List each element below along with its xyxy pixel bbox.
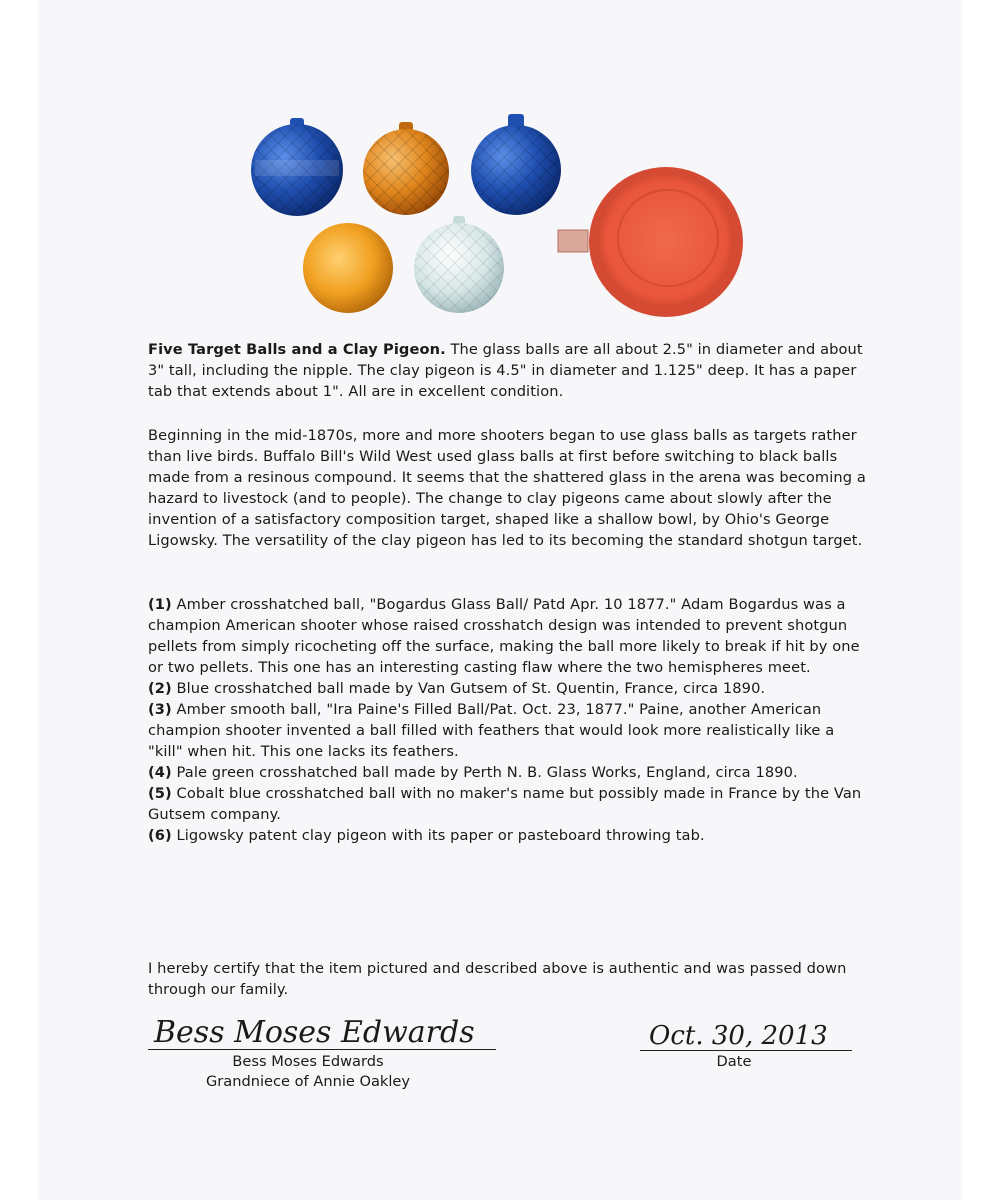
intro-title: Five Target Balls and a Clay Pigeon. [148,341,446,358]
signature-line [148,1049,496,1050]
signer-name: Bess Moses Edwards [232,1053,384,1070]
date-line [640,1050,852,1051]
list-item [148,699,868,762]
certification-text: I hereby certify that the item pictured and described above is authentic and was passed down through our family. [148,960,847,998]
pale-green-ball [414,216,504,313]
intro-text: The glass balls are all about 2.5" in diameter and about 3" tall, including the nipple. The clay pigeon is 4.5" in diameter and 1.125" deep. It has a paper tab that extends about 1". All are in excellent condition. [148,341,863,400]
target-balls-photo [250,100,750,320]
amber-crosshatched-ball [363,122,449,215]
list-item [148,825,868,846]
date-handwriting: Oct. 30, 2013 [649,1021,828,1051]
cobalt-crosshatched-ball [471,114,561,215]
item-list [148,594,868,846]
handwritten-signature [150,1008,490,1052]
clay-pigeon [558,167,743,317]
item-text: Amber crosshatched ball, "Bogardus Glass Ball/ Patd Apr. 10 1877." Adam Bogardus was a champion American shooter whose raised crosshatch design was intended to prevent shotgun pellets from simply ricocheting off the surface, making the ball more likely to break if hit by one or two pellets. This one has an interesting casting flaw where the two hemispheres meet. [148,596,860,676]
blue-crosshatched-ball [251,118,343,216]
intro-paragraph [148,339,868,402]
list-item [148,678,868,699]
item-number: (5) [148,785,172,802]
certification-statement [148,958,868,1000]
item-text: Cobalt blue crosshatched ball with no maker's name but possibly made in France by the Van Gutsem company. [148,785,862,823]
item-number: (1) [148,596,172,613]
item-number: (6) [148,827,172,844]
history-paragraph [148,425,868,551]
list-item [148,594,868,678]
history-text: Beginning in the mid-1870s, more and more shooters began to use glass balls as targets rather than live birds. Buffalo Bill's Wild West used glass balls at first before switching to black balls made from a resinous compound. It seems that the shattered glass in the arena was becoming a hazard to livestock (and to people). The change to clay pigeons came about slowly after the invention of a satisfactory composition target, shaped like a shallow bowl, by Ohio's George Ligowsky. The versatility of the clay pigeon has led to its becoming the standard shotgun target. [148,427,866,549]
list-item [148,762,868,783]
list-item [148,783,868,825]
item-number: (4) [148,764,172,781]
item-number: (3) [148,701,172,718]
item-text: Ligowsky patent clay pigeon with its paper or pasteboard throwing tab. [171,827,705,844]
item-text: Blue crosshatched ball made by Van Gutsem of St. Quentin, France, circa 1890. [171,680,766,697]
amber-smooth-ball [303,223,393,313]
signer-role: Grandniece of Annie Oakley [205,1073,411,1090]
date-label: Date [716,1053,752,1070]
item-text: Pale green crosshatched ball made by Perth N. B. Glass Works, England, circa 1890. [171,764,798,781]
signature-handwriting: Bess Moses Edwards [154,1015,475,1050]
handwritten-date [645,1016,845,1052]
item-text: Amber smooth ball, "Ira Paine's Filled Ball/Pat. Oct. 23, 1877." Paine, another American champion shooter invented a ball filled with feathers that would look more realistically like a "kill" when hit. This one lacks its feathers. [148,701,835,760]
item-number: (2) [148,680,172,697]
